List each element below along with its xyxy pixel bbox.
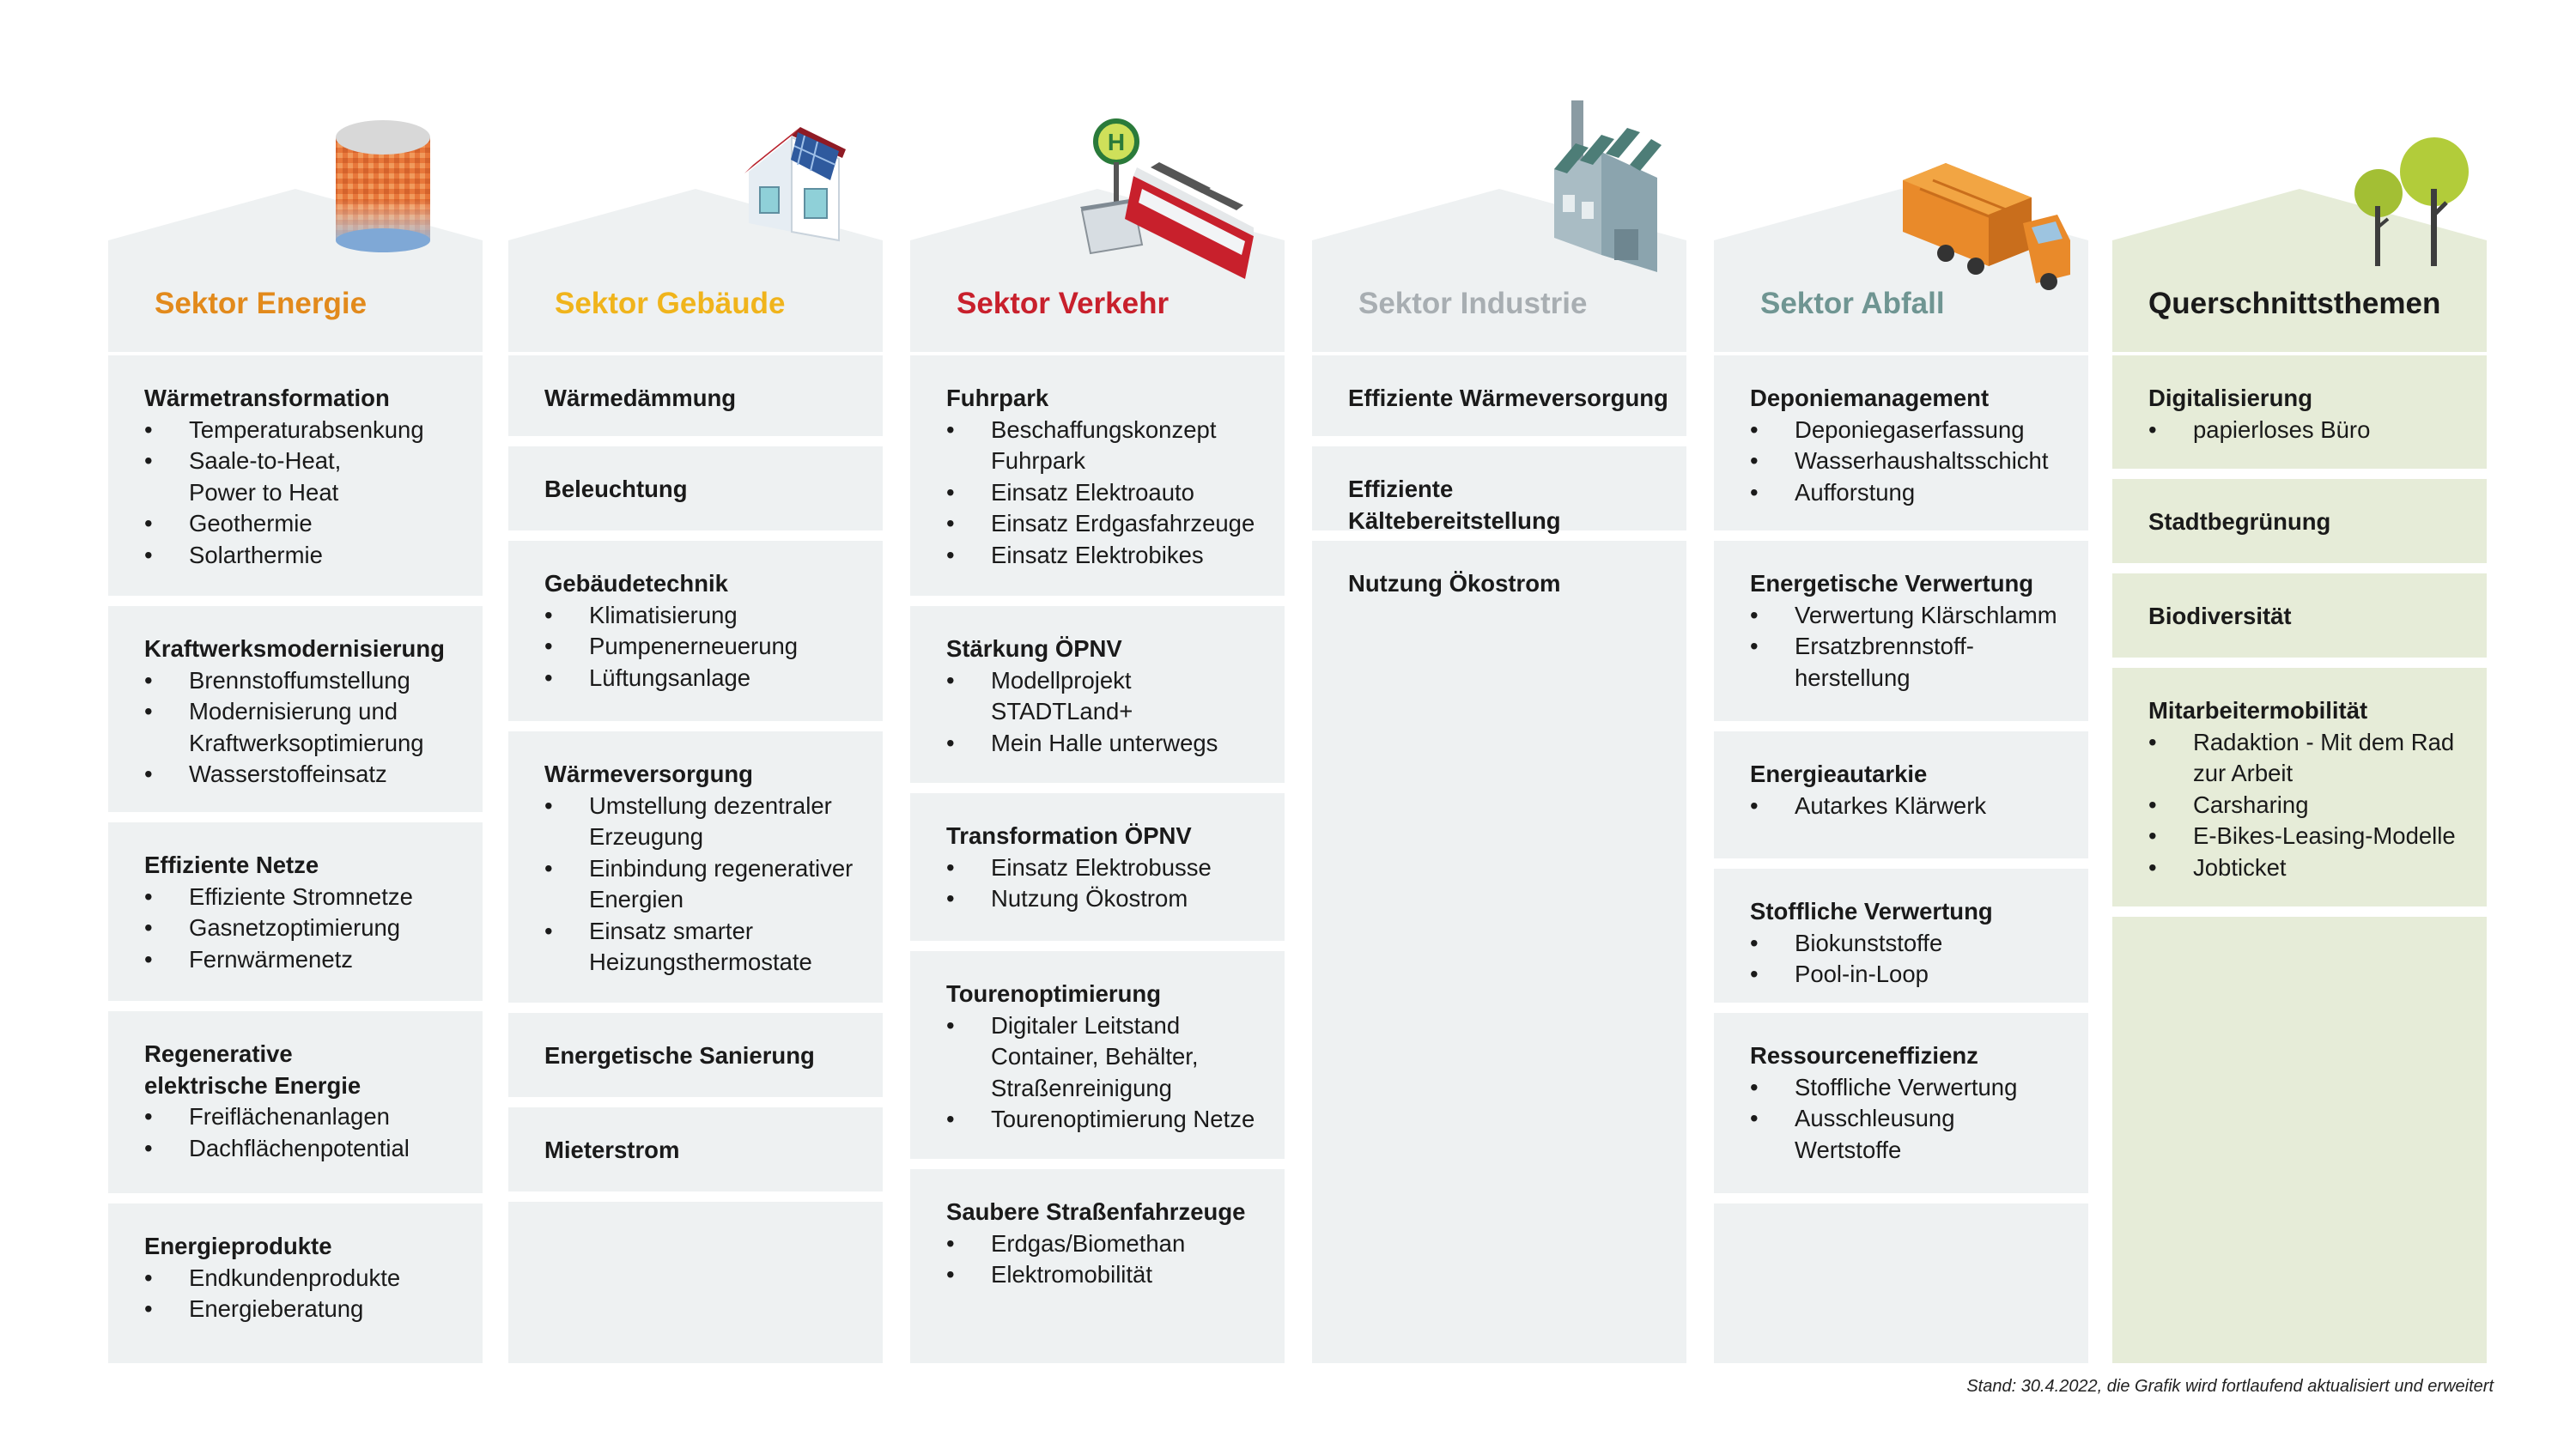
bullet-icon: • [946, 415, 955, 443]
bullet-icon: • [144, 1264, 153, 1291]
topic-item [144, 696, 465, 728]
tram-stop-icon [1073, 116, 1254, 292]
bullet-icon: • [946, 729, 955, 756]
topic-box [508, 731, 883, 1003]
bullet-icon: • [144, 882, 153, 910]
topic-item [2148, 415, 2470, 446]
bullet-icon: • [1750, 633, 1759, 659]
column-title: Sektor Verkehr [957, 287, 1170, 320]
empty-box [508, 1202, 883, 1363]
topic-item [144, 912, 465, 944]
topic-item [544, 884, 866, 916]
topic-box [910, 793, 1285, 941]
topic-list [946, 1010, 1267, 1136]
bullet-icon: • [2148, 822, 2157, 849]
topic-item [1750, 1135, 2071, 1167]
topic-item [946, 415, 1267, 446]
topic-item-text: Einsatz Elektrobusse [991, 853, 1212, 881]
topic-item-text: Einsatz smarter [589, 917, 754, 944]
topic-item [544, 600, 866, 632]
topic-item-text: Carsharing [2193, 791, 2309, 818]
topic-list [144, 1101, 465, 1164]
topic-box [508, 541, 883, 721]
bullet-icon: • [946, 1261, 955, 1288]
column-querschnittsthemen [2112, 0, 2487, 1363]
topic-item [946, 508, 1267, 540]
topic-title: Saubere Straßenfahrzeuge [946, 1198, 1246, 1225]
topic-item-text: Mein Halle unterwegs [991, 729, 1218, 756]
topic-item-text: Erdgas/Biomethan [991, 1229, 1186, 1257]
topic-item-text: Einsatz Elektroauto [991, 478, 1194, 506]
topic-box [1714, 541, 2088, 721]
topic-item [1750, 600, 2071, 632]
bullet-icon: • [144, 945, 153, 973]
topic-list [144, 415, 465, 572]
topic-item-text: Erzeugung [589, 823, 704, 850]
topic-box [910, 951, 1285, 1159]
topic-title: Energieprodukte [144, 1233, 332, 1259]
bullet-icon: • [144, 761, 153, 787]
bullet-icon: • [946, 853, 955, 881]
topic-item-text: Biokunststoffe [1795, 929, 1943, 956]
bullet-icon: • [1750, 929, 1759, 956]
topic-box [108, 822, 483, 1001]
topic-item [544, 947, 866, 979]
topic-title: Stadtbegrünung [2148, 508, 2331, 535]
topic-title: Energetische Sanierung [544, 1042, 815, 1069]
topic-list [1750, 600, 2071, 694]
topic-item-text: Aufforstung [1795, 478, 1916, 506]
topic-box [1714, 869, 2088, 1003]
topic-item-text: Energien [589, 886, 684, 912]
topic-item [1750, 1103, 2071, 1135]
topic-box [1312, 541, 1686, 1363]
topic-item-text: Energieberatung [189, 1295, 364, 1322]
column-title: Sektor Abfall [1760, 287, 1945, 320]
column-title: Querschnittsthemen [2148, 287, 2441, 320]
bullet-icon: • [544, 854, 553, 882]
topic-item-text: zur Arbeit [2193, 760, 2293, 786]
topic-list [544, 600, 866, 694]
topic-item-text: Deponiegaserfassung [1795, 415, 2025, 443]
topic-item [946, 477, 1267, 509]
topic-item-text: Straßenreinigung [991, 1074, 1172, 1101]
topic-item [144, 540, 465, 572]
topic-item [144, 944, 465, 976]
topic-item [544, 791, 866, 822]
bullet-icon: • [946, 885, 955, 912]
footer-note: Stand: 30.4.2022, die Grafik wird fortlaufend aktualisiert und erweitert [1966, 1377, 2494, 1396]
topic-box [2112, 355, 2487, 469]
bullet-icon: • [946, 1011, 955, 1039]
bullet-icon: • [144, 666, 153, 694]
topic-box [1714, 731, 2088, 858]
topic-box [108, 355, 483, 596]
column-sektor-abfall [1714, 0, 2088, 1363]
topic-item [144, 1133, 465, 1165]
topic-box [2112, 479, 2487, 563]
topic-item [946, 1041, 1267, 1073]
bullet-icon: • [1750, 415, 1759, 443]
topic-title: Deponiemanagement [1750, 385, 1990, 411]
topic-title: Beleuchtung [544, 476, 688, 502]
topic-box [2112, 668, 2487, 906]
topic-item [144, 728, 465, 760]
topic-item-text: Container, Behälter, [991, 1043, 1199, 1070]
topic-list [144, 882, 465, 976]
topic-item [946, 852, 1267, 884]
topic-item-text: Solarthermie [189, 541, 323, 568]
topic-item-text: Klimatisierung [589, 601, 738, 628]
topic-list [144, 665, 465, 791]
bullet-icon: • [1750, 478, 1759, 506]
topic-item-text: Wertstoffe [1795, 1136, 1902, 1163]
topic-title: Digitalisierung [2148, 385, 2312, 411]
topic-box [1714, 355, 2088, 530]
topic-item-text: Pool-in-Loop [1795, 961, 1929, 987]
bullet-icon: • [1750, 601, 1759, 628]
topic-box [1312, 446, 1686, 534]
bullet-icon: • [1750, 447, 1759, 474]
topic-list [1750, 415, 2071, 509]
topic-item [1750, 415, 2071, 446]
topic-item-text: Kraftwerksoptimierung [189, 729, 424, 756]
topic-item [946, 696, 1267, 728]
topic-item [2148, 852, 2470, 884]
topic-title: Tourenoptimierung [946, 980, 1162, 1007]
topic-box [910, 606, 1285, 783]
topic-box [910, 355, 1285, 596]
trees-icon [2340, 137, 2486, 270]
topic-item [544, 822, 866, 853]
svg-text:H: H [1107, 129, 1126, 155]
bullet-icon: • [544, 601, 553, 628]
bullet-icon: • [2148, 853, 2157, 881]
empty-box [1714, 1203, 2088, 1363]
topic-title: Wärmetransformation [144, 385, 390, 411]
topic-box [1714, 1013, 2088, 1193]
topic-item [144, 415, 465, 446]
topic-item-text: Brennstoffumstellung [189, 666, 410, 694]
topic-item-text: Einbindung regenerativer [589, 854, 854, 882]
topic-title: Energetische Verwertung [1750, 570, 2034, 597]
bullet-icon: • [946, 1106, 955, 1132]
bullet-icon: • [2148, 728, 2157, 755]
bullet-icon: • [544, 917, 553, 944]
factory-icon [1537, 100, 1666, 276]
topic-item [946, 446, 1267, 477]
topic-item-text: Autarkes Klärwerk [1795, 791, 1987, 819]
topic-item-text: Lüftungsanlage [589, 664, 751, 691]
bullet-icon: • [144, 1295, 153, 1322]
topic-item-text: Modernisierung und [189, 698, 398, 724]
topic-item-text: Beschaffungskonzept [991, 415, 1217, 443]
topic-box [508, 446, 883, 530]
topic-item-text: Saale-to-Heat, [189, 447, 342, 474]
topic-item-text: papierloses Büro [2193, 415, 2371, 443]
topic-item-text: Modellprojekt [991, 666, 1132, 694]
topic-list [1750, 791, 2071, 822]
topic-item [1750, 959, 2071, 991]
bullet-icon: • [1750, 1073, 1759, 1100]
column-title: Sektor Energie [155, 287, 368, 320]
house-solar-icon [736, 120, 848, 253]
topic-item [1750, 631, 2071, 663]
topic-item-text: Fernwärmenetz [189, 945, 354, 973]
topic-title: Regenerative [144, 1040, 293, 1067]
topic-item [1750, 791, 2071, 822]
topic-title: Nutzung Ökostrom [1348, 570, 1561, 597]
bullet-icon: • [144, 698, 153, 724]
topic-item [144, 1294, 465, 1325]
topic-item [1750, 446, 2071, 477]
bullet-icon: • [946, 478, 955, 506]
topic-item-text: Ersatzbrennstoff- [1795, 633, 1974, 659]
topic-title: Energieautarkie [1750, 761, 1928, 787]
topic-item [144, 665, 465, 697]
topic-item [544, 663, 866, 694]
topic-title: Effiziente Kältebereitstellung [1348, 476, 1561, 534]
topic-item-text: Umstellung dezentraler [589, 791, 832, 819]
topic-list [946, 665, 1267, 760]
energy-storage-tank-icon [327, 112, 439, 262]
topic-item [1750, 928, 2071, 960]
topic-item [144, 508, 465, 540]
topic-title: Wärmeversorgung [544, 761, 753, 787]
topic-box [910, 1169, 1285, 1363]
topic-title: Ressourceneffizienz [1750, 1042, 1978, 1069]
topic-list [544, 791, 866, 979]
bullet-icon: • [946, 666, 955, 694]
empty-box [2112, 917, 2487, 1363]
topic-box [1312, 355, 1686, 436]
topic-item-text: Geothermie [189, 510, 313, 537]
topic-item [1750, 477, 2071, 509]
topic-item [144, 446, 465, 477]
topic-item [2148, 790, 2470, 822]
topic-item [1750, 663, 2071, 694]
topic-item-text: Gasnetzoptimierung [189, 914, 401, 941]
column-title: Sektor Gebäude [555, 287, 786, 320]
bullet-icon: • [544, 791, 553, 819]
bullet-icon: • [1750, 1105, 1759, 1131]
topic-box [508, 1013, 883, 1097]
topic-item-text: STADTLand+ [991, 698, 1133, 724]
column-title: Sektor Industrie [1358, 287, 1588, 320]
topic-item [946, 883, 1267, 915]
topic-title: Mieterstrom [544, 1137, 680, 1163]
topic-item-text: Pumpenerneuerung [589, 633, 799, 659]
topic-item-text: Ausschleusung [1795, 1105, 1955, 1131]
topic-title: Effiziente Netze [144, 852, 319, 878]
topic-item-text: Einsatz Erdgasfahrzeuge [991, 510, 1255, 537]
topic-item [144, 1263, 465, 1294]
topic-title: Fuhrpark [946, 385, 1049, 411]
topic-item-text: Dachflächenpotential [189, 1134, 410, 1161]
topic-item-text: Freiflächenanlagen [189, 1103, 390, 1130]
topic-item [544, 631, 866, 663]
topic-title: Mitarbeitermobilität [2148, 697, 2368, 724]
topic-item [2148, 727, 2470, 759]
bullet-icon: • [144, 415, 153, 443]
bullet-icon: • [1750, 791, 1759, 819]
topic-list [2148, 415, 2470, 446]
topic-item [144, 1101, 465, 1133]
column-sektor-industrie [1312, 0, 1686, 1363]
topic-item [946, 728, 1267, 760]
topic-item-text: Digitaler Leitstand [991, 1011, 1181, 1039]
topic-item [2148, 821, 2470, 852]
topic-title: Stärkung ÖPNV [946, 635, 1122, 662]
topic-item [1750, 1072, 2071, 1104]
bullet-icon: • [2148, 415, 2157, 443]
topic-item-text: Temperaturabsenkung [189, 415, 424, 443]
topic-box [508, 355, 883, 436]
topic-item-text: Power to Heat [189, 478, 339, 506]
topic-box [108, 1011, 483, 1193]
topic-item-text: Endkundenprodukte [189, 1264, 401, 1291]
column-sektor-gebäude [508, 0, 883, 1363]
bullet-icon: • [1750, 961, 1759, 987]
topic-title-line2: elektrische Energie [144, 1071, 361, 1099]
topic-list [946, 852, 1267, 915]
topic-title: Effiziente Wärmeversorgung [1348, 385, 1668, 411]
bullet-icon: • [2148, 791, 2157, 818]
topic-item-text: Einsatz Elektrobikes [991, 541, 1204, 568]
bullet-icon: • [144, 447, 153, 474]
bullet-icon: • [144, 1103, 153, 1130]
topic-item [544, 853, 866, 885]
topic-list [946, 1228, 1267, 1291]
topic-list [2148, 727, 2470, 884]
column-sektor-verkehr [910, 0, 1285, 1363]
topic-title: Kraftwerksmodernisierung [144, 635, 445, 662]
topic-list [946, 415, 1267, 572]
garbage-truck-icon [1894, 146, 2075, 296]
topic-list [1750, 1072, 2071, 1167]
topic-title: Stoffliche Verwertung [1750, 898, 1993, 925]
topic-item [946, 1073, 1267, 1105]
topic-item-text: Nutzung Ökostrom [991, 885, 1188, 912]
topic-title: Wärmedämmung [544, 385, 737, 411]
topic-item-text: herstellung [1795, 664, 1911, 691]
bullet-icon: • [544, 633, 553, 659]
bullet-icon: • [144, 510, 153, 537]
topic-item [144, 882, 465, 913]
topic-item [946, 1228, 1267, 1260]
topic-item [144, 477, 465, 509]
topic-title: Transformation ÖPNV [946, 822, 1192, 849]
topic-item-text: E-Bikes-Leasing-Modelle [2193, 822, 2456, 849]
topic-list [1750, 928, 2071, 991]
bullet-icon: • [144, 541, 153, 568]
topic-title: Gebäudetechnik [544, 570, 728, 597]
topic-item [946, 1104, 1267, 1136]
bullet-icon: • [544, 664, 553, 691]
topic-item [946, 665, 1267, 697]
bullet-icon: • [946, 1229, 955, 1257]
topic-item-text: Wasserstoffeinsatz [189, 761, 387, 787]
topic-item-text: Elektromobilität [991, 1261, 1152, 1288]
bullet-icon: • [144, 914, 153, 941]
topic-item [144, 759, 465, 791]
topic-item-text: Tourenoptimierung Netze [991, 1106, 1255, 1132]
topic-box [108, 1203, 483, 1363]
topic-title: Biodiversität [2148, 603, 2292, 629]
topic-item [544, 916, 866, 948]
topic-item [946, 1259, 1267, 1291]
bullet-icon: • [144, 1134, 153, 1161]
topic-item-text: Fuhrpark [991, 447, 1086, 474]
topic-box [108, 606, 483, 812]
topic-item-text: Heizungsthermostate [589, 949, 812, 975]
bullet-icon: • [946, 510, 955, 537]
topic-item-text: Wasserhaushaltsschicht [1795, 447, 2049, 474]
topic-item [946, 540, 1267, 572]
topic-item-text: Effiziente Stromnetze [189, 882, 413, 910]
topic-list [144, 1263, 465, 1325]
topic-item [946, 1010, 1267, 1042]
topic-item-text: Jobticket [2193, 853, 2287, 881]
topic-box [508, 1107, 883, 1191]
topic-item-text: Stoffliche Verwertung [1795, 1073, 2018, 1100]
bullet-icon: • [946, 541, 955, 568]
topic-item [2148, 758, 2470, 790]
column-sektor-energie [108, 0, 483, 1363]
topic-item-text: Radaktion - Mit dem Rad [2193, 728, 2455, 755]
topic-box [2112, 573, 2487, 658]
topic-item-text: Verwertung Klärschlamm [1795, 601, 2057, 628]
